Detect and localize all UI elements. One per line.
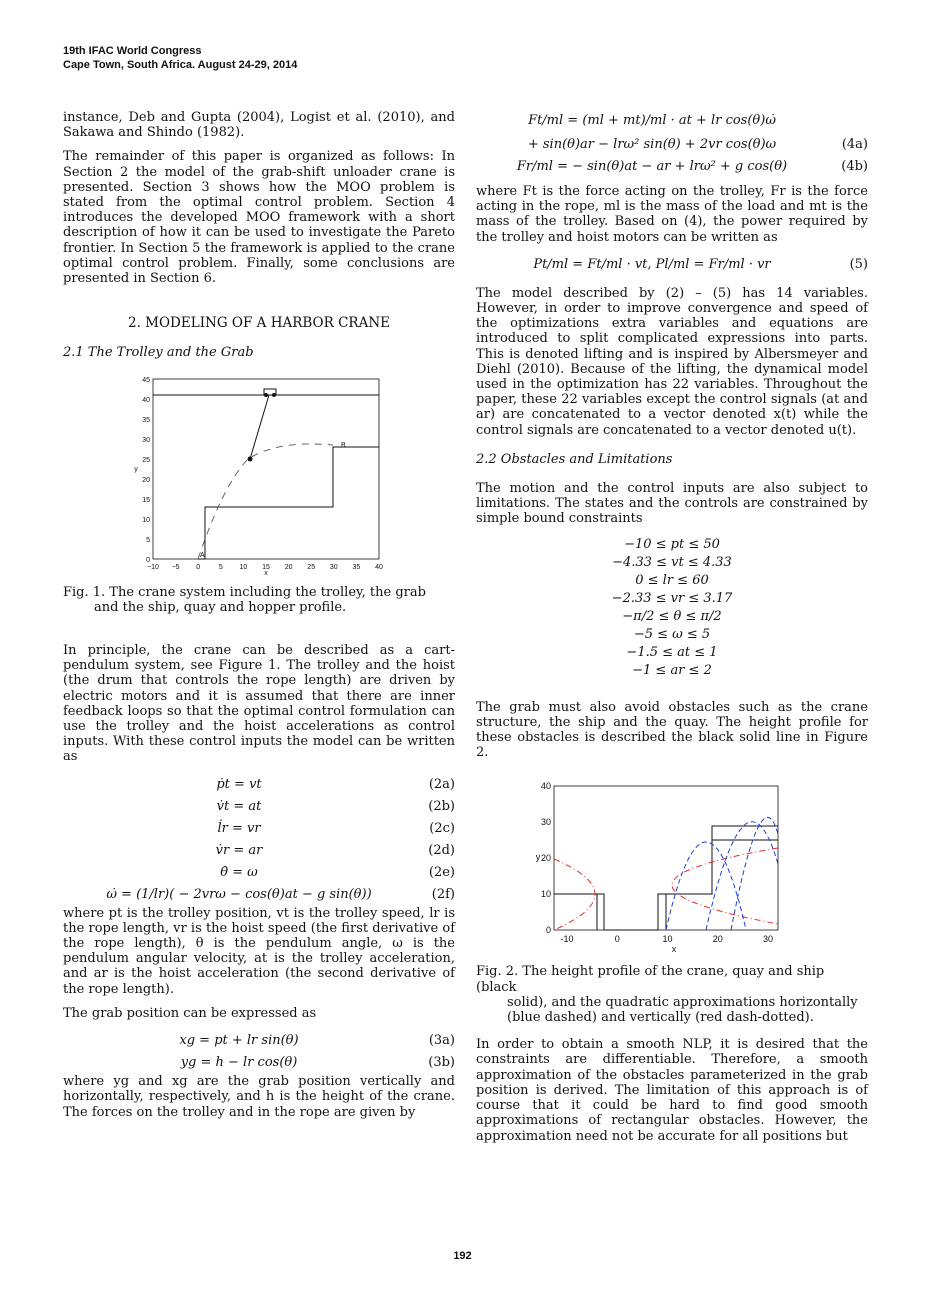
equation-2-number: (2c) (429, 820, 455, 836)
equation-3-expression: yg = h − lr cos(θ) (180, 1055, 298, 1071)
fig1-y-tick: 10 (142, 516, 150, 524)
fig2-y-tick: 10 (540, 889, 551, 900)
fig2-x-tick: 20 (712, 934, 723, 945)
fig1-y-tick: 30 (142, 436, 150, 444)
fig1-y-tick: 40 (142, 396, 150, 404)
fig2-ylabel: y (535, 852, 541, 863)
fig1-x-tick: 25 (307, 563, 316, 571)
equation-3-row (63, 1052, 455, 1074)
equation-2-row (63, 796, 455, 818)
fig2-x-tick: 10 (662, 934, 673, 945)
equation-2-expression: l̇r = vr (217, 820, 261, 836)
equation-2-number: (2b) (428, 798, 455, 814)
equation-2-expression: v̇r = ar (215, 842, 263, 858)
figure-2-caption (476, 964, 868, 1025)
equation-block-2 (63, 774, 455, 906)
fig2-y-tick: 40 (540, 781, 551, 792)
bound-constraint: −4.33 ≤ vt ≤ 4.33 (612, 554, 732, 570)
fig1-x-tick: −10 (147, 563, 159, 571)
fig1-y-tick: 0 (146, 556, 150, 564)
equation-2-number: (2f) (431, 886, 455, 902)
figure-1-crane-plot (63, 375, 455, 575)
fig1-y-tick: 20 (142, 476, 150, 484)
variables-paragraph: where pt is the trolley position, vt is the trolley speed, lr is the rope length, vr is the hoist speed (the first derivative of the rope length), θ is the pendulum angle, ω is the pendulum angular velocity, at is the trolley acceleration, and ar is the hoist acceleration (the second derivative of the rope length). (63, 905, 455, 997)
subsection-2-1-heading: 2.1 The Trolley and the Grab (63, 345, 254, 361)
principle-paragraph: In principle, the crane can be described as a cart-pendulum system, see Figure 1. The trolley and the hoist (the drum that controls the rope length) are driven by electric motors and it is assumed that there are inner feedback loops so that the optimal control formulation can use the trolley and the hoist accelerations as control inputs. With these control inputs the model can be written as (63, 643, 455, 765)
model-paragraph: The model described by (2) – (5) has 14 variables. However, in order to improve convergence and speed of the optimizations extra variables and equations are introduced to split complicated expressions into parts. This is denoted lifting and is inspired by Albersmeyer and Diehl (2010). Because of the lifting, the dynamical model used in the optimization has 22 variables. Throughout the paper, these 22 variables except the control signals (at and ar) are concatenated to a vector denoted x(t) while the control signals are concatenated to a vector denoted u(t). (476, 285, 868, 438)
fig1-y-tick: 25 (142, 456, 150, 464)
header-line-2: Cape Town, South Africa. August 24-29, 2014 (63, 59, 298, 71)
eq5-text: Pt/ml = Ft/ml · vt, Pl/ml = Fr/ml · vr (533, 256, 771, 272)
outline-paragraph: The remainder of this paper is organized as follows: In Section 2 the model of the grab-shift unloader crane is presented. Section 3 shows how the MOO problem is stated from the optimal control problem. Section 4 introduces the developed MOO framework with a short description of how it can be used to investigate the Pareto frontier. In Section 5 the framework is applied to the crane optimal control problem. Finally, some conclusions are presented in Section 6. (63, 149, 455, 287)
equation-2-expression: ṗt = vt (216, 776, 262, 792)
header-line-1: 19th IFAC World Congress (63, 45, 202, 57)
fig1-x-tick: 35 (352, 563, 361, 571)
equation-2-expression: v̇t = at (216, 798, 262, 814)
fig1-label-a: A (200, 551, 205, 559)
bound-constraint: −10 ≤ pt ≤ 50 (624, 536, 720, 552)
bound-constraint: −1.5 ≤ at ≤ 1 (626, 644, 718, 660)
fig1-x-tick: 30 (329, 563, 338, 571)
left-column (63, 110, 455, 1129)
fig2-x-tick: 30 (762, 934, 774, 945)
equation-4a-line-2 (476, 134, 868, 156)
eq5-number: (5) (849, 256, 868, 272)
fig1-caption-line-2: and the ship, quay and hopper profile. (94, 599, 347, 615)
equation-5 (476, 254, 868, 276)
equation-2-row (63, 840, 455, 862)
fig1-ylabel: y (134, 465, 138, 473)
bound-constraint: −1 ≤ ar ≤ 2 (632, 662, 712, 678)
fig2-caption-line-3: (blue dashed) and vertically (red dash-dotted). (507, 1010, 814, 1026)
motion-paragraph: The motion and the control inputs are also subject to limitations. The states and the controls are constrained by simple bound constraints (476, 481, 868, 527)
fig1-y-tick: 45 (142, 376, 150, 384)
fig1-xlabel: x (264, 569, 268, 575)
equation-2-number: (2a) (428, 776, 455, 792)
equation-2-expression: θ̇ = ω (220, 864, 258, 880)
fig2-y-tick: 30 (540, 817, 551, 828)
section-2-heading: 2. MODELING OF A HARBOR CRANE (128, 315, 390, 332)
bound-constraint: −π/2 ≤ θ ≤ π/2 (622, 608, 722, 624)
fig1-y-tick: 35 (142, 416, 150, 424)
bound-constraint: −5 ≤ ω ≤ 5 (633, 626, 711, 642)
eq4a-part-2: + sin(θ)ar − lrω² sin(θ) + 2vr cos(θ)ω (527, 137, 777, 152)
eq4b-text: Fr/ml = − sin(θ)at − ar + lrω² + g cos(θ) (516, 159, 788, 174)
bound-constraint: 0 ≤ lr ≤ 60 (635, 572, 709, 588)
equation-4b (476, 156, 868, 178)
fig2-x-tick: -10 (560, 934, 574, 945)
figure-2-height-profile-plot (476, 774, 868, 954)
fig2-y-tick: 20 (540, 853, 551, 864)
fig1-y-tick: 5 (146, 536, 150, 544)
fig1-x-tick: −5 (171, 563, 180, 571)
equation-2-row (63, 884, 455, 906)
intro-paragraph: instance, Deb and Gupta (2004), Logist et al. (2010), and Sakawa and Shindo (1982). (63, 110, 455, 141)
fig1-x-tick: 0 (196, 563, 201, 571)
eq4a-number: (4a) (841, 137, 868, 152)
subsection-2-2-heading: 2.2 Obstacles and Limitations (476, 451, 673, 467)
fig1-y-tick: 15 (142, 496, 150, 504)
equation-2-row (63, 774, 455, 796)
fig2-caption-line-2: solid), and the quadratic approximations horizontally (507, 994, 858, 1010)
equation-2-expression: ω̇ = (1/lr)( − 2vrω − cos(θ)at − g sin(θ)) (106, 886, 372, 902)
forces-paragraph: where yg and xg are the grab position vertically and horizontally, respectively, and h is the height of the crane. The forces on the trolley and in the rope are given by (63, 1074, 455, 1120)
fig1-label-b: B (341, 441, 346, 449)
obstacles-paragraph: The grab must also avoid obstacles such as the crane structure, the ship and the quay. The height profile for these obstacles is described the black solid line in Figure 2. (476, 699, 868, 761)
equation-3-number: (3b) (428, 1055, 455, 1071)
eq4b-number: (4b) (841, 159, 868, 174)
equation-3-number: (3a) (428, 1033, 455, 1049)
equation-block-3 (63, 1030, 455, 1074)
fig2-xlabel: x (671, 944, 677, 955)
fig1-x-tick: 15 (262, 563, 270, 571)
equation-4a-line-1 (476, 110, 868, 134)
conference-header (63, 44, 297, 72)
fig2-x-tick: 0 (614, 934, 620, 945)
equation-2-number: (2d) (428, 842, 455, 858)
grab-position-paragraph: The grab position can be expressed as (63, 1005, 317, 1021)
equation-3-expression: xg = pt + lr sin(θ) (179, 1033, 299, 1049)
fig2-y-tick: 0 (545, 925, 551, 936)
fig1-x-tick: 5 (218, 563, 223, 571)
fig1-caption-line-1: Fig. 1. The crane system including the trolley, the grab (63, 584, 426, 600)
fig1-x-tick: 40 (375, 563, 383, 571)
force-definitions-paragraph: where Ft is the force acting on the trolley, Fr is the force acting in the rope, ml is the mass of the load and mt is the mass of the trolley. Based on (4), the power required by the trolley and hoist motors can be written as (476, 184, 868, 245)
fig1-x-tick: 10 (239, 563, 248, 571)
fig1-x-tick: 20 (284, 563, 293, 571)
bound-constraints (476, 536, 868, 680)
bound-constraint: −2.33 ≤ vr ≤ 3.17 (611, 590, 733, 606)
equation-3-row (63, 1030, 455, 1052)
figure-1-caption (63, 585, 455, 615)
page-number: 192 (453, 1250, 472, 1262)
right-column (476, 110, 868, 1153)
fig2-caption-line-1: Fig. 2. The height profile of the crane, quay and ship (black (476, 964, 825, 995)
equation-2-row (63, 818, 455, 840)
equation-2-row (63, 862, 455, 884)
eq4a-part-1: Ft/ml = (ml + mt)/ml · at + lr cos(θ)ω̇ (528, 113, 776, 128)
equation-2-number: (2e) (428, 864, 455, 880)
smooth-paragraph: In order to obtain a smooth NLP, it is desired that the constraints are differentiable. Therefore, a smooth approximation of the obstacles parameterized in the grab position is derived. The limitation of this approach is of course that it could be hard to find good smooth approximations of rectangular obstacles. However, the approximation need not be accurate for all positions but (476, 1037, 868, 1144)
